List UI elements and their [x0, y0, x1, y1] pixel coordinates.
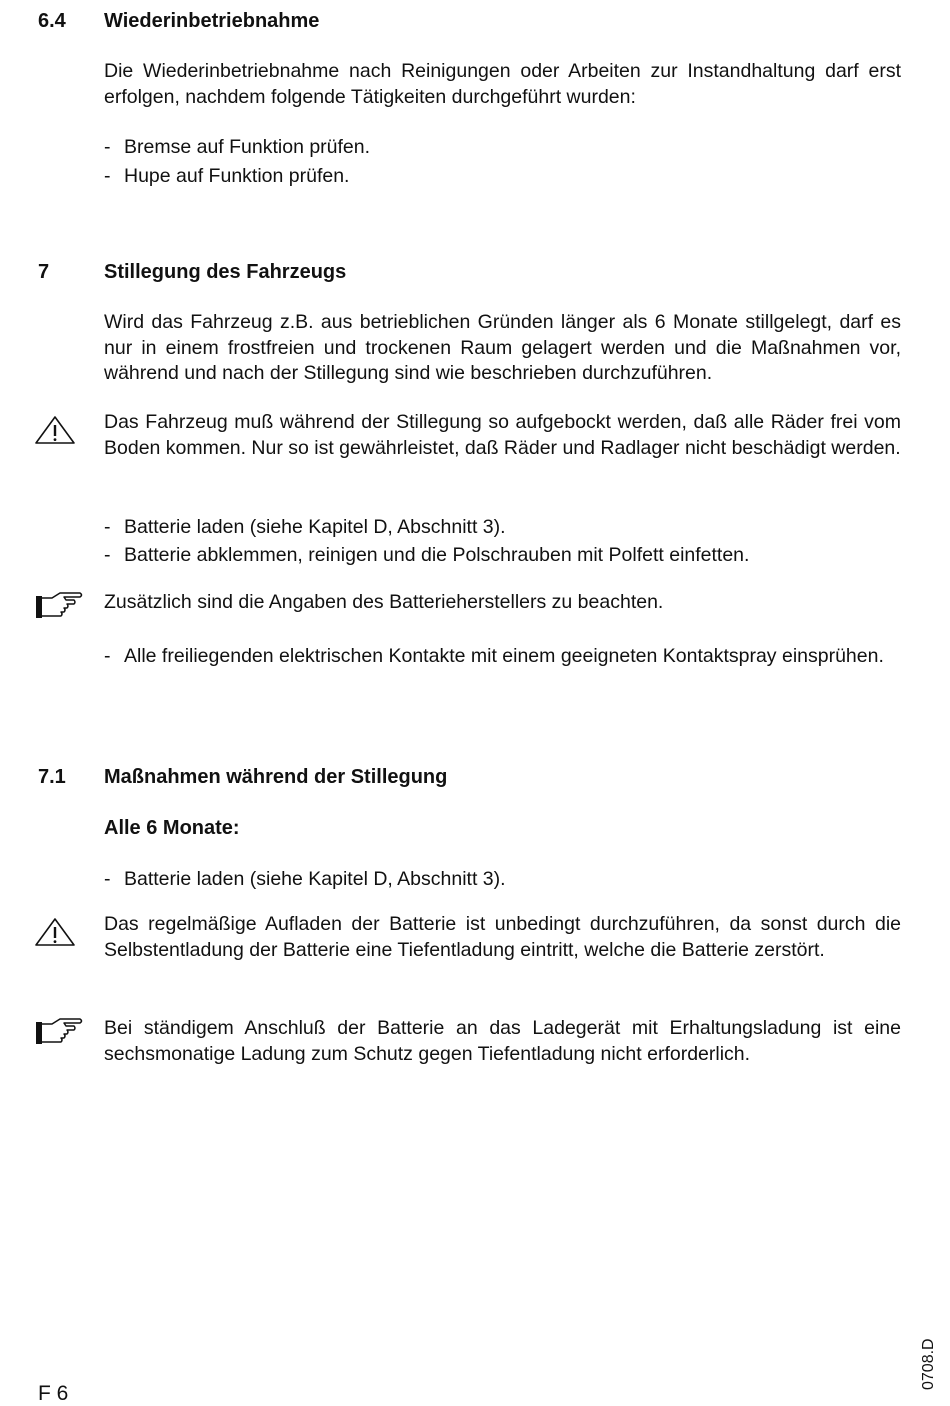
section-number-7: 7: [38, 261, 50, 283]
list-dash: -: [104, 165, 111, 187]
list-item: [104, 866, 901, 892]
page-number: F 6: [38, 1382, 69, 1405]
section-7-warning: Das Fahrzeug muß während der Stillegung so aufgebockt werden, daß alle Räder frei vom Boden kommen. Nur so ist gewährleistet, daß Räder und Radlager nicht beschädigt werden.: [104, 411, 901, 459]
section-number-7-1: 7.1: [38, 766, 66, 788]
section-title-7: Stillegung des Fahrzeugs: [104, 261, 347, 283]
list-item: [104, 163, 901, 189]
section-title-7-1: Maßnahmen während der Stillegung: [104, 766, 448, 788]
list-item-text: Batterie abklemmen, reinigen und die Polschrauben mit Polfett einfetten.: [124, 544, 750, 566]
list-item: [104, 514, 901, 540]
list-item: [104, 643, 901, 669]
section-7-note: Zusätzlich sind die Angaben des Batterieherstellers zu beachten.: [104, 591, 664, 613]
list-dash: -: [104, 868, 111, 890]
list-item-text: Batterie laden (siehe Kapitel D, Abschnitt 3).: [124, 868, 506, 890]
section-7-1-note: Bei ständigem Anschluß der Batterie an das Ladegerät mit Erhaltungsladung ist eine sechsmonatige Ladung zum Schutz gegen Tiefentladung nicht erforderlich.: [104, 1017, 901, 1065]
warning-triangle-icon: [34, 415, 76, 451]
list-dash: -: [104, 516, 111, 538]
section-7-1-subtitle: Alle 6 Monate:: [104, 817, 240, 839]
pointing-hand-icon: [34, 1016, 84, 1054]
list-dash: -: [104, 136, 111, 158]
section-title-6-4: Wiederinbetriebnahme: [104, 10, 320, 32]
list-item-text: Bremse auf Funktion prüfen.: [124, 136, 371, 158]
section-7-intro: Wird das Fahrzeug z.B. aus betrieblichen Gründen länger als 6 Monate stillgelegt, darf es nur in einem frostfreien und trockenen Raum gelagert werden und die Maßnahmen vor, während und nach der Stillegung sind wie beschrieben durchzuführen.: [104, 311, 901, 384]
pointing-hand-icon: [34, 590, 84, 628]
list-dash: -: [104, 645, 111, 667]
list-dash: -: [104, 544, 111, 566]
list-item-text: Alle freiliegenden elektrischen Kontakte mit einem geeigneten Kontaktspray einsprühen.: [124, 645, 884, 667]
list-item-text: Hupe auf Funktion prüfen.: [124, 165, 350, 187]
list-item-text: Batterie laden (siehe Kapitel D, Abschnitt 3).: [124, 516, 506, 538]
section-7-1-warning: Das regelmäßige Aufladen der Batterie ist unbedingt durchzuführen, da sonst durch die Selbstentladung der Batterie eine Tiefentladung eintritt, welche die Batterie zerstört.: [104, 913, 901, 961]
document-code: 0708.D: [920, 1338, 937, 1390]
list-item: [104, 134, 901, 160]
list-item: [104, 542, 901, 568]
section-6-4-intro: Die Wiederinbetriebnahme nach Reinigungen oder Arbeiten zur Instandhaltung darf erst erfolgen, nachdem folgende Tätigkeiten durchgeführt wurden:: [104, 60, 901, 108]
section-number-6-4: 6.4: [38, 10, 66, 32]
warning-triangle-icon: [34, 917, 76, 953]
